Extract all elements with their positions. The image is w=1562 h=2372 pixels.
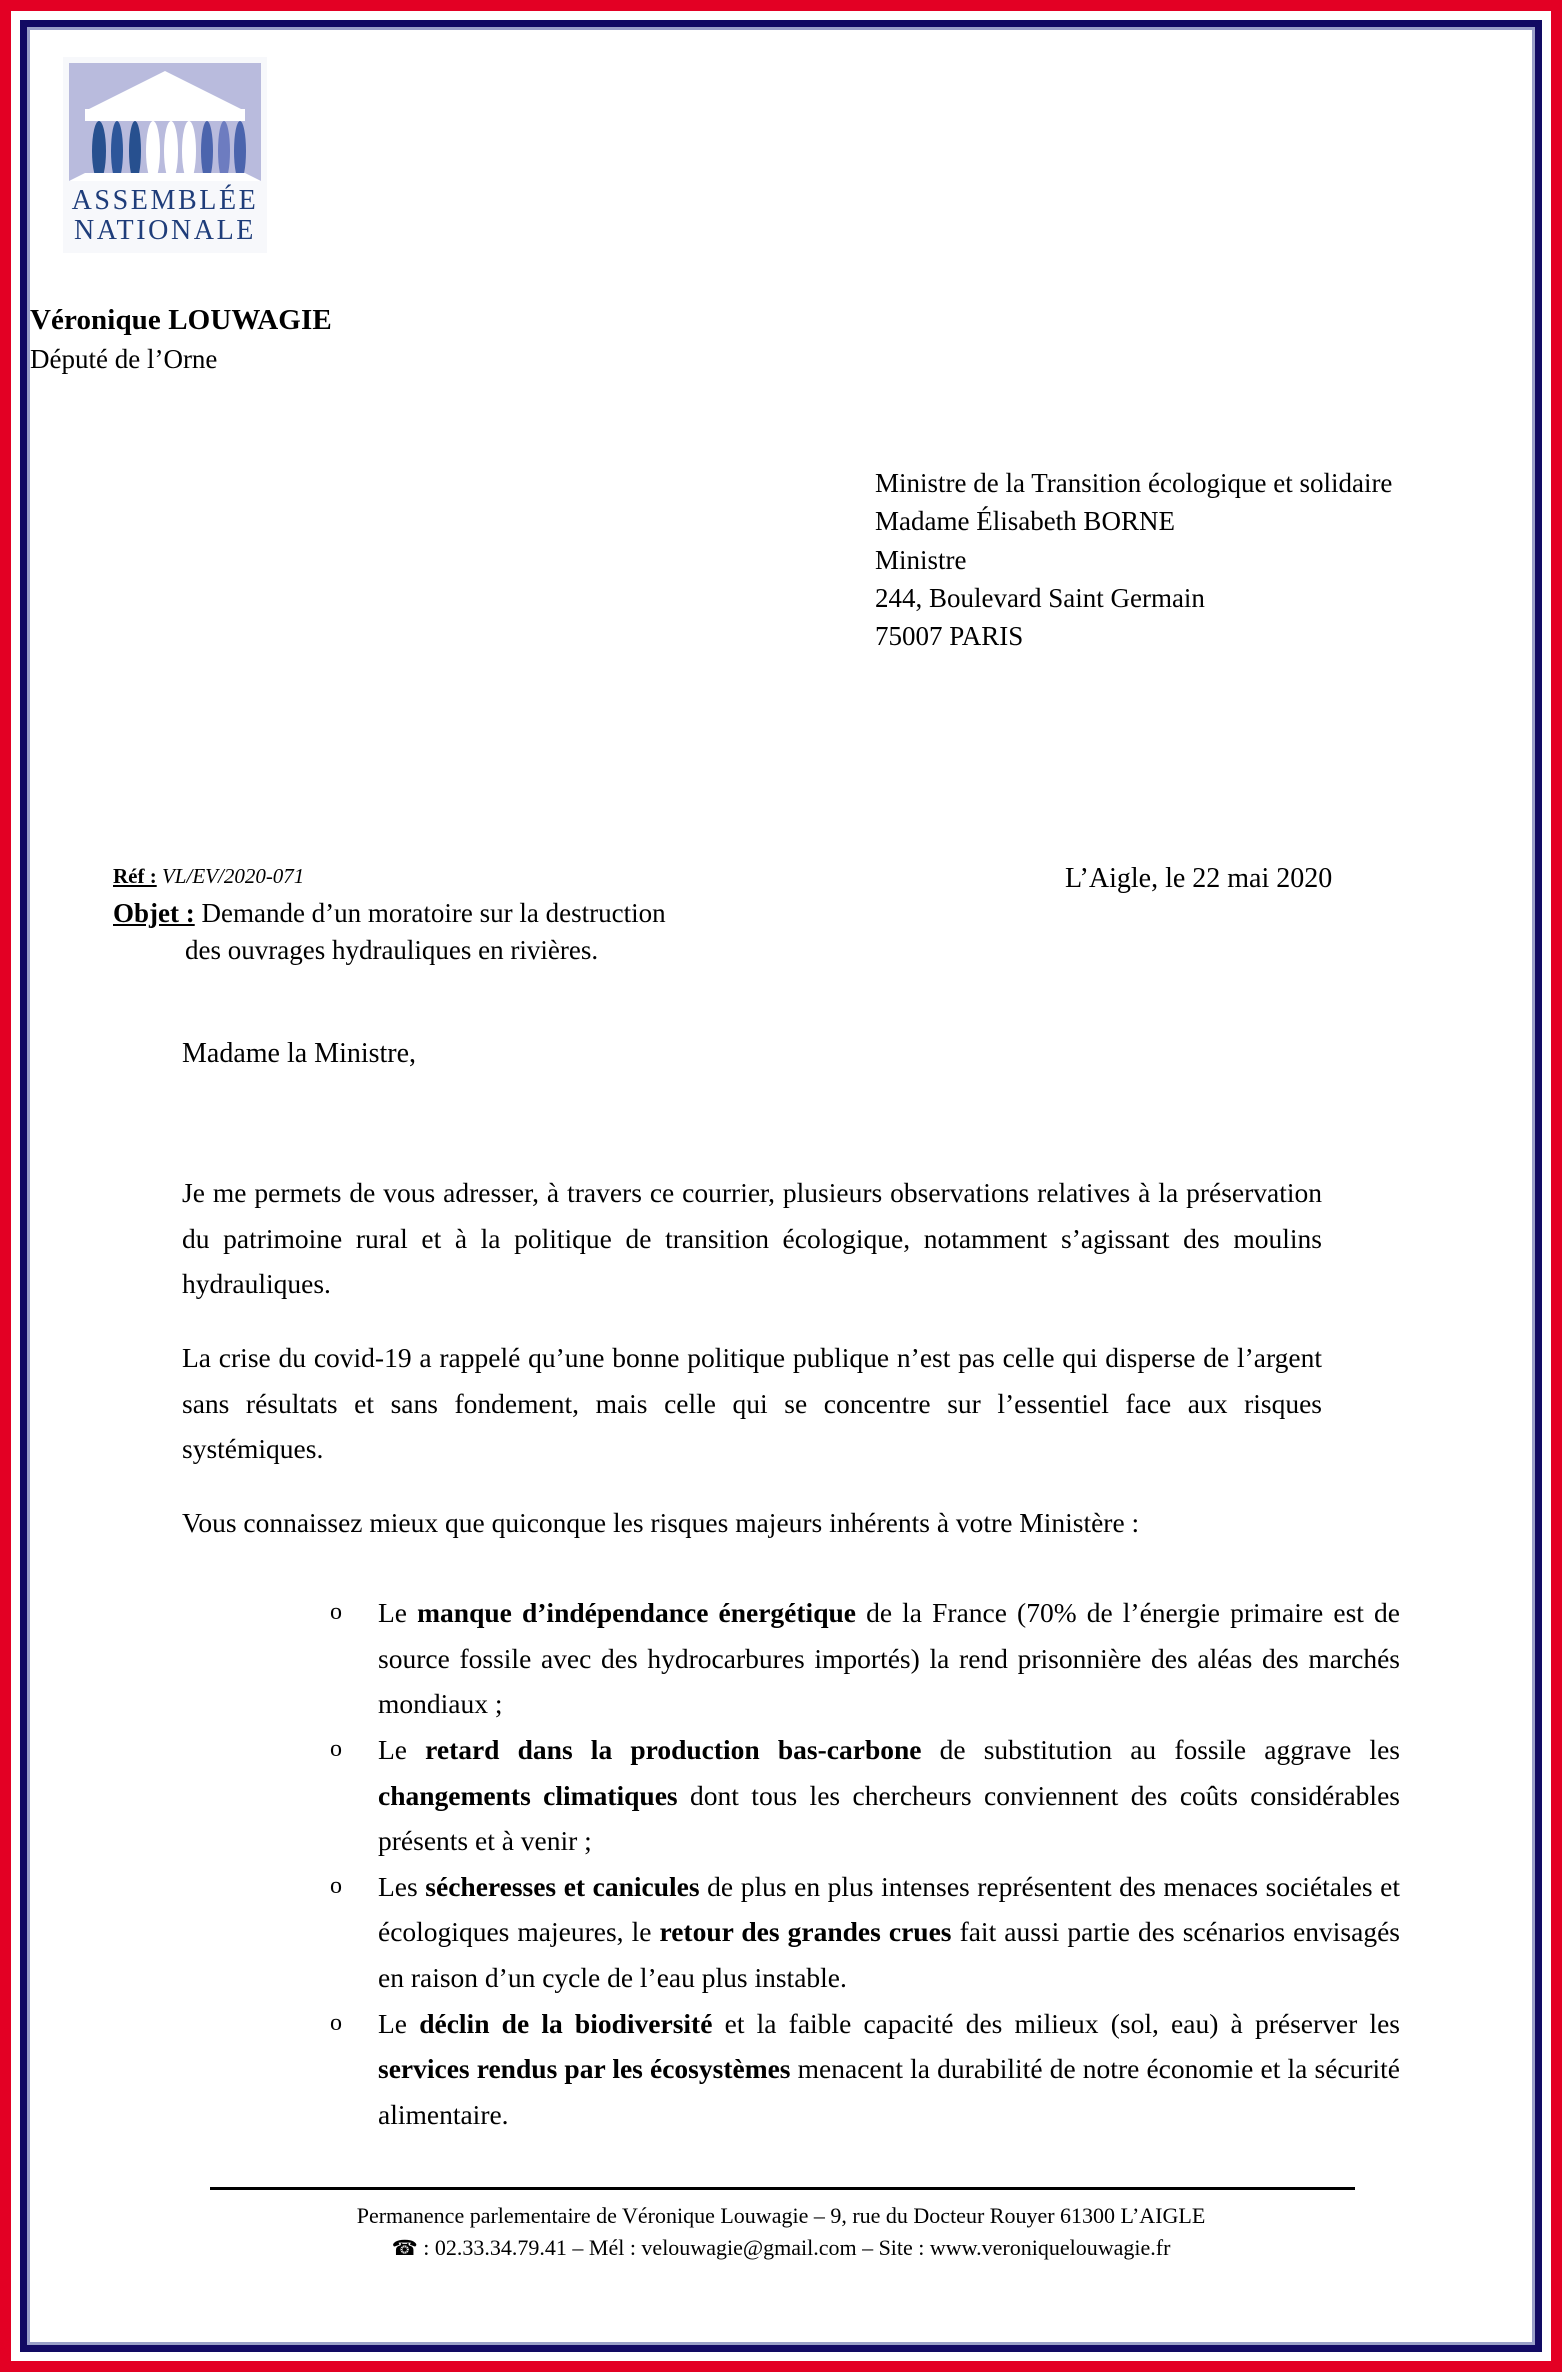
bullet-marker-icon: o	[330, 1599, 342, 1625]
objet-text-line2: des ouvrages hydrauliques en rivières.	[185, 935, 599, 966]
list-item-text-independance-energetique: Le manque d’indépendance énergétique de la France (70% de l’énergie primaire est de source fossile avec des hydrocarbures importés) la rend prisonnière des aléas des marchés mondiaux ;	[378, 1597, 1400, 1720]
sender-name: Véronique LOUWAGIE	[30, 304, 332, 336]
risk-bullet-list	[330, 1590, 1400, 2138]
reference-line	[113, 862, 666, 891]
objet-line	[113, 895, 666, 969]
list-item	[330, 1727, 1400, 1864]
paragraph-2: La crise du covid-19 a rappelé qu’une bonne politique publique n’est pas celle qui disperse de l’argent sans résultats et sans fondement, mais celle qui se concentre sur l’essentiel face aux risques systémiques.	[182, 1341, 1322, 1465]
list-item	[330, 1864, 1400, 2001]
sender-role: Député de l’Orne	[30, 343, 218, 374]
recipient-line-3: Ministre	[875, 544, 967, 575]
letter-body	[182, 1170, 1322, 1545]
bullet-marker-icon: o	[330, 1735, 342, 1762]
salutation: Madame la Ministre,	[182, 1038, 417, 1069]
assemblee-nationale-logo-icon	[55, 55, 275, 255]
letter-sheet	[30, 30, 1532, 2342]
recipient-line-2: Madame Élisabeth BORNE	[875, 506, 1175, 537]
page-footer	[30, 2200, 1532, 2264]
reference-label: Réf :	[113, 864, 157, 888]
phone-icon: ☎	[391, 2235, 418, 2260]
logo-line2: NATIONALE	[73, 215, 257, 246]
list-item	[330, 1590, 1400, 1727]
logo-line1: ASSEMBLÉE	[71, 185, 259, 216]
recipient-line-1: Ministre de la Transition écologique et solidaire	[875, 468, 1393, 498]
recipient-line-4: 244, Boulevard Saint Germain	[875, 582, 1205, 613]
footer-address-line: Permanence parlementaire de Véronique Louwagie – 9, rue du Docteur Rouyer 61300 L’AIGLE	[356, 2203, 1206, 2228]
list-item-text-production-bas-carbone: Le retard dans la production bas-carbone de substitution au fossile aggrave les changements climatiques dont tous les chercheurs conviennent des coûts considérables présents et à venir ;	[378, 1733, 1400, 1857]
assemblee-nationale-logo	[55, 55, 275, 255]
paragraph-1: Je me permets de vous adresser, à travers ce courrier, plusieurs observations relatives à la préservation du patrimoine rural et à la politique de transition écologique, notamment s’agissant des moulins hydrauliques.	[182, 1177, 1322, 1300]
bullet-marker-icon: o	[330, 1872, 342, 1899]
footer-divider	[210, 2187, 1355, 2190]
objet-label: Objet :	[113, 897, 195, 928]
list-item-text-declin-biodiversite: Le déclin de la biodiversité et la faible capacité des milieux (sol, eau) à préserver les services rendus par les écosystèmes menacent la durabilité de notre économie et la sécurité alimentaire.	[378, 2007, 1400, 2131]
date-line: L’Aigle, le 22 mai 2020	[1065, 863, 1333, 894]
paragraph-3: Vous connaissez mieux que quiconque les risques majeurs inhérents à votre Ministère :	[182, 1506, 1140, 1538]
bullet-marker-icon: o	[330, 2009, 342, 2036]
reference-value: VL/EV/2020-071	[161, 864, 305, 888]
footer-contact-text: : 02.33.34.79.41 – Mél : velouwagie@gmail.com – Site : www.veroniquelouwagie.fr	[417, 2234, 1171, 2260]
recipient-line-5: 75007 PARIS	[875, 621, 1024, 652]
list-item	[330, 2001, 1400, 2138]
footer-contact-line	[30, 2232, 1532, 2264]
objet-text-line1: Demande d’un moratoire sur la destruction	[201, 897, 666, 928]
sender-block	[30, 302, 332, 377]
recipient-address-block	[875, 464, 1392, 656]
list-item-text-secheresses-canicules: Les sécheresses et canicules de plus en plus intenses représentent des menaces sociétales et écologiques majeures, le retour des grandes crues fait aussi partie des scénarios envisagés en raison d’un cycle de l’eau plus instable.	[378, 1870, 1400, 1994]
reference-objet-block	[113, 862, 666, 969]
